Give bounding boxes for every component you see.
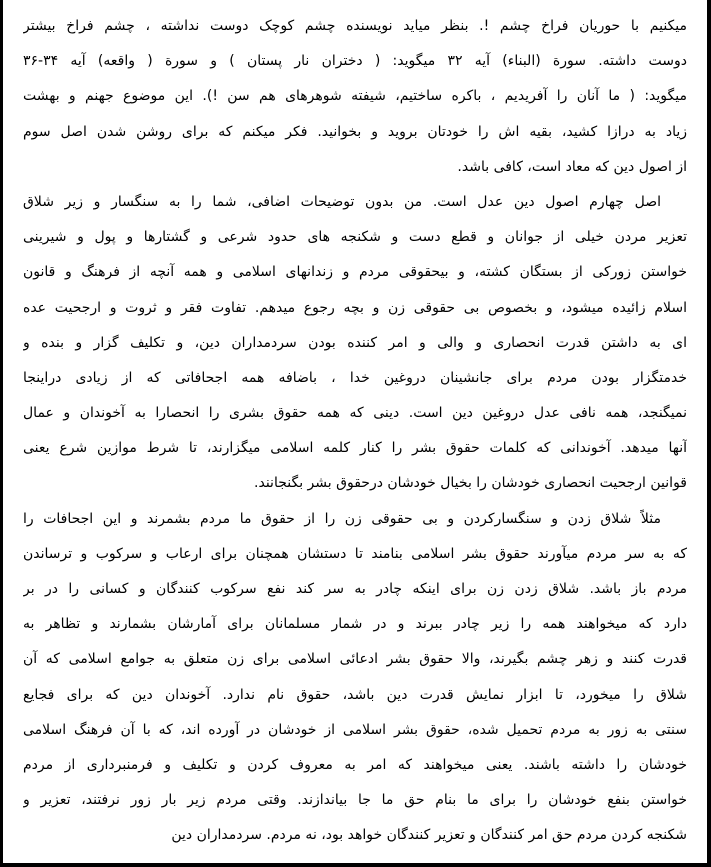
text-line: قدرت کنند و زهر چشم بگیرند، والا حقوق بشر ادعائی اسلامی برای زن متعلق به جوامع اسلامی که آن — [23, 651, 687, 668]
text-line: خواستن زورکی از بستگان کشته، و بیحقوقی مردم و زندانهای اسلامی و همه آنچه از فرهنگ و قانون — [23, 264, 687, 281]
text-line: خواستن بنفع خودشان را برای ما بنام حق ما جا بیاندازند. وقتی مردم زیر بار زور نرفتند، تعزیر و — [23, 792, 687, 809]
text-line: تعزیر مردن خیلی از جوانان و قطع دست و شکنجه های حدود شرعی و گشتارها و پول و شیرینی — [23, 229, 687, 246]
text-line: میگوید: ( ما آنان را آفریدیم ، باکره ساختیم، شیفته شوهرهای هم سن !). این موضوع جهنم و بهشت — [23, 88, 687, 105]
text-line: مردم باز باشد. شلاق زدن زن برای اینکه چادر به سر کند نفع سرکوب کنندگان و کسانی را در بر — [23, 581, 687, 597]
text-line: که به سر مردم میآورند حقوق بشر اسلامی بنامند تا دستشان همچنان برای ارعاب و سرکوب و ترساندن — [23, 545, 687, 562]
paragraph-1 — [23, 9, 687, 185]
text-line: خدمتگزار بودن مردم برای جانشینان دروغین خدا ، باضافه همه اجحافاتی که از زیادی دراینجا — [23, 369, 687, 386]
document-body — [23, 9, 687, 854]
text-line: آنها میدهد. آخوندانی که کلمات حقوق بشر را کنار کلمه اسلامی میگزارند، تا شرط موازین شرع یعنی — [23, 440, 687, 457]
text-line: زیاد به درازا کشید، بقیه اش را خودتان بروید و بخوانید. فکر میکنم که برای روشن شدن اصل سوم — [23, 123, 687, 140]
text-line: خودشان را داشته باشند. یعنی میخواهند که امر به معروف کردن و تکلیف و فرمنبرداری از مردم — [23, 756, 687, 773]
text-line: اصل چهارم اصول دین عدل است. من بدون توضیحات اضافی، شما را به سنگسار و زیر شلاق — [23, 193, 661, 210]
text-line: اسلام زائیده میشود، و بخصوص بی حقوقی زن و بچه رجوع میدهم. تفاوت فقر و ثروت و ارجحیت عده — [23, 299, 687, 316]
text-line: ای به داشتن قدرت انحصاری و والی و امر کننده بودن سردمداران دین، و تکلیف گزار و بنده و — [23, 334, 687, 351]
text-line: سنتی به زور به مردم تحمیل شده، حقوق بشر اسلامی از خودشان در آورده اند، که با آن فرهنگ اسلامی — [23, 721, 687, 738]
text-line: قوانین ارجحیت انحصاری خودشان را بخیال خودشان درحقوق بشر بگنجانند. — [254, 475, 687, 492]
paragraph-3 — [23, 502, 687, 854]
paragraph-2 — [23, 185, 687, 502]
text-line: مثلاً شلاق زدن و سنگسارکردن و بی حقوقی زن را از حقوق ما مردم بشمرند و این اجحافات را — [23, 510, 661, 527]
text-line: از اصول دین که معاد است، کافی باشد. — [457, 158, 687, 175]
text-line: شلاق را میخورد، تا ابزار نمایش قدرت دین باشد، حقوق نام ندارد. آخوندان دین که برای فجایع — [23, 686, 687, 703]
text-line: دوست داشته. سورة (البناء) آیه ۳۲ میگوید: ( دختران نار پستان ) و سورة ( واقعه) آیه ۳۴-۳۶ — [23, 53, 687, 70]
text-line: دارد که میخواهند همه را زیر چادر ببرند و در شمار مسلمانان برای آمارشان بشمارند و تظاهر به — [23, 616, 687, 633]
text-line: شکنجه کردن مردم حق امر کنندگان و تعزیر کنندگان خواهد بود، نه مردم. سردمداران دین — [171, 827, 687, 844]
text-line: نمیگنجد، همه نافی عدل دروغین دین است. دینی که همه حقوق بشری را انحصارا به آخوندان و عمال — [23, 405, 687, 422]
text-line: میکنیم با حوریان فراخ چشم !. بنظر میاید نویسنده چشم کوچک دوست نداشته ، چشم فراخ بیشتر — [23, 18, 687, 34]
